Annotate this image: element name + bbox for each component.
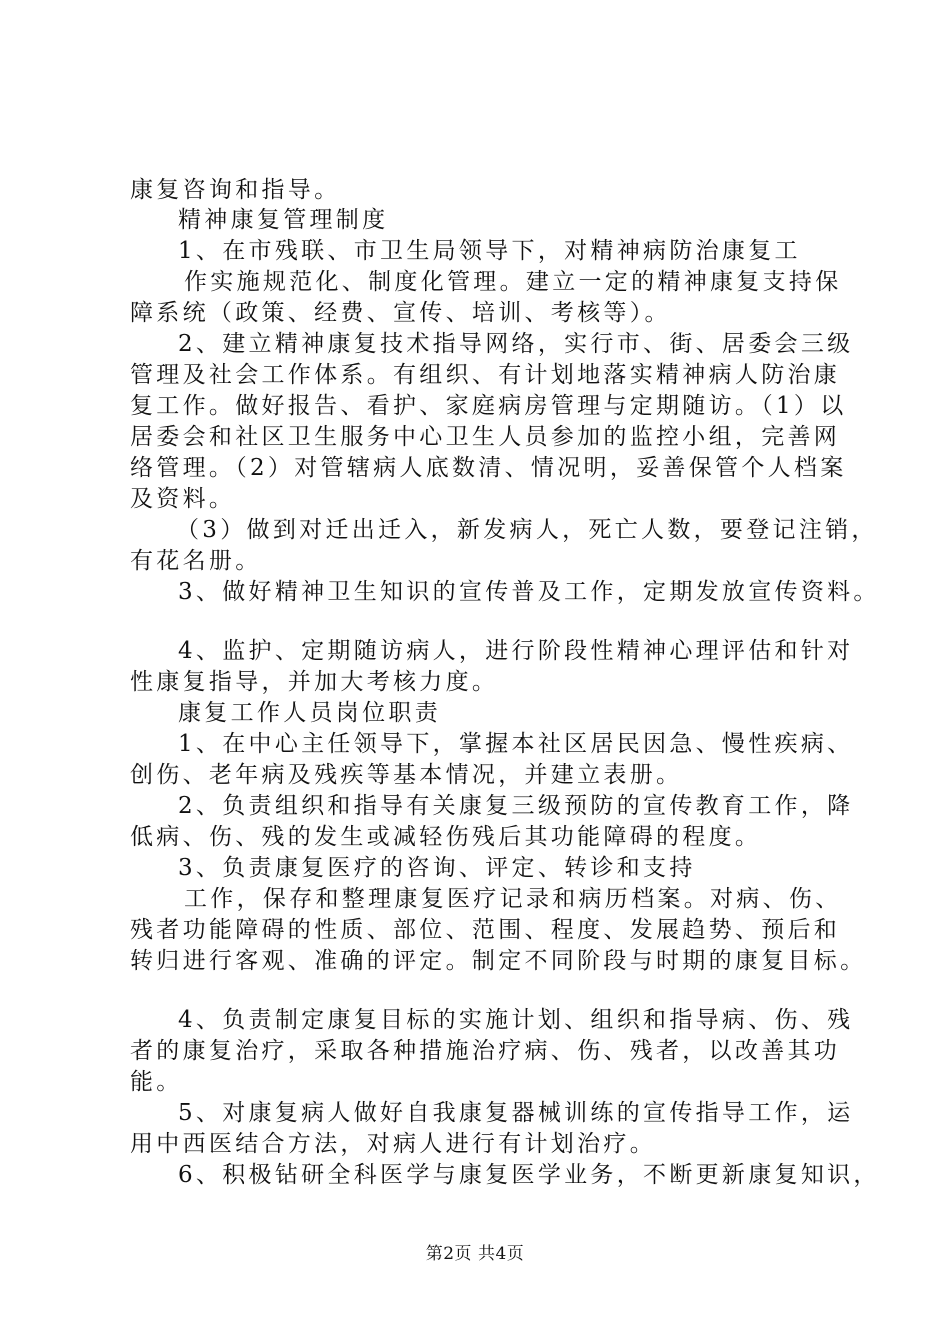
text-line: 4、负责制定康复目标的实施计划、组织和指导病、伤、残 [178,1007,854,1033]
text-line: 及资料。 [130,486,236,512]
text-line: 转归进行客观、准确的评定。制定不同阶段与时期的康复目标。 [130,948,867,974]
text-line: 能。 [130,1069,183,1095]
text-line: 用中西医结合方法，对病人进行有计划治疗。 [130,1131,656,1157]
section-heading: 精神康复管理制度 [178,207,389,233]
text-line: 有花名册。 [130,548,262,574]
text-line: 管理及社会工作体系。有组织、有计划地落实精神病人防治康 [130,362,841,388]
text-line: 作实施规范化、制度化管理。建立一定的精神康复支持保 [184,269,842,295]
text-line: 6、积极钻研全科医学与康复医学业务，不断更新康复知识， [178,1162,880,1188]
text-line: 康复咨询和指导。 [130,177,341,203]
text-line: 1、在市残联、市卫生局领导下，对精神病防治康复工 [178,238,801,264]
text-line: 2、建立精神康复技术指导网络，实行市、街、居委会三级 [178,331,854,357]
text-line: 居委会和社区卫生服务中心卫生人员参加的监控小组，完善网 [130,424,841,450]
text-line: 者的康复治疗，采取各种措施治疗病、伤、残者，以改善其功 [130,1038,841,1064]
text-line: 低病、伤、残的发生或减轻伤残后其功能障碍的程度。 [130,824,762,850]
section-heading: 康复工作人员岗位职责 [178,700,441,726]
text-line: 1、在中心主任领导下，掌握本社区居民因急、慢性疾病、 [178,731,854,757]
page-number-footer: 第2页 共4页 [425,1244,525,1264]
text-line: 性康复指导，并加大考核力度。 [130,669,499,695]
text-line: 5、对康复病人做好自我康复器械训练的宣传指导工作，运 [178,1100,854,1126]
text-line: 2、负责组织和指导有关康复三级预防的宣传教育工作，降 [178,793,854,819]
text-line: 复工作。做好报告、看护、家庭病房管理与定期随访。（1）以 [130,393,847,419]
text-line: 创伤、老年病及残疾等基本情况，并建立表册。 [130,762,683,788]
text-line: 3、做好精神卫生知识的宣传普及工作，定期发放宣传资料。 [178,579,880,605]
text-line: 工作，保存和整理康复医疗记录和病历档案。对病、伤、 [184,886,842,912]
text-line: 障系统（政策、经费、宣传、培训、考核等）。 [130,300,671,326]
text-line: 络管理。（2）对管辖病人底数清、情况明，妥善保管个人档案 [130,455,847,481]
text-line: 3、负责康复医疗的咨询、评定、转诊和支持 [178,855,696,881]
text-line: 残者功能障碍的性质、部位、范围、程度、发展趋势、预后和 [130,917,841,943]
text-line: 4、监护、定期随访病人，进行阶段性精神心理评估和针对 [178,638,854,664]
text-line: （3）做到对迁出迁入，新发病人，死亡人数，要登记注销， [176,517,878,543]
